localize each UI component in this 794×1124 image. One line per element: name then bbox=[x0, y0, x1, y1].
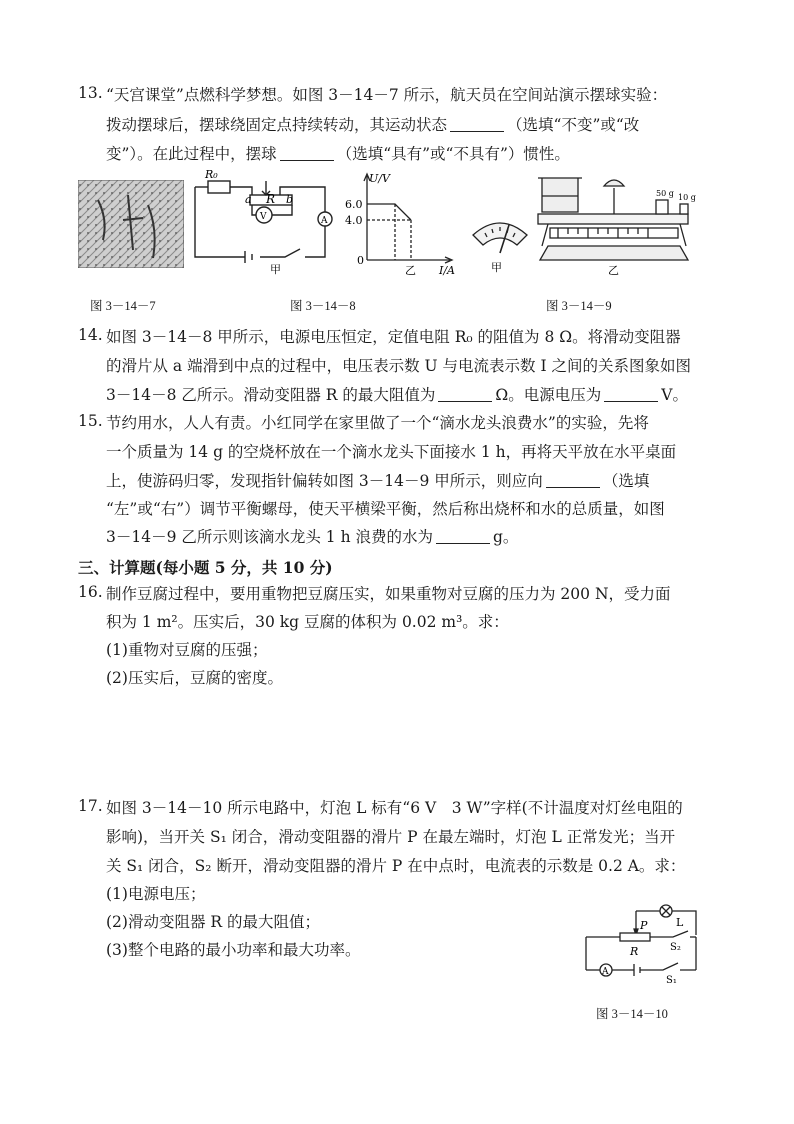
x-axis-label: I/A bbox=[439, 264, 455, 276]
q17-line2: 影响)，当开关 S₁ 闭合，滑动变阻器的滑片 P 在最左端时，灯泡 L 正常发光；当开 bbox=[106, 828, 676, 846]
voltmeter-symbol: V bbox=[260, 212, 267, 222]
label-r: R bbox=[630, 945, 639, 958]
figure-3-14-9-balance bbox=[528, 168, 703, 278]
q13-text: 变”）。在此过程中，摆球 bbox=[106, 145, 277, 163]
answer-blank[interactable] bbox=[546, 472, 600, 488]
figure-caption: 图 3－14－7 bbox=[90, 299, 156, 313]
q13-line2 bbox=[106, 114, 639, 136]
y-tick-4: 4.0 bbox=[345, 214, 363, 227]
q15-line2: 一个质量为 14 g 的空烧杯放在一个滴水龙头下面接水 1 h，再将天平放在水平桌面 bbox=[106, 443, 677, 461]
q14-text: Ω。电源电压为 bbox=[495, 386, 602, 404]
answer-blank[interactable] bbox=[450, 116, 504, 132]
figure-3-14-8-circuit bbox=[190, 165, 340, 275]
figure-caption: 图 3－14－8 bbox=[290, 299, 356, 313]
q15-line4: “左”或“右”）调节平衡螺母，使天平横梁平衡，然后称出烧杯和水的总质量，如图 bbox=[106, 500, 665, 518]
figure-3-14-9-pointer-scale bbox=[465, 205, 535, 277]
q13-number: 13. bbox=[78, 84, 103, 102]
label-r: R bbox=[266, 192, 276, 206]
figure-caption: 图 3－14－10 bbox=[596, 1007, 668, 1021]
q15-text: 3－14－9 乙所示则该滴水龙头 1 h 浪费的水为 bbox=[106, 528, 433, 546]
q14-line1: 如图 3－14－8 甲所示，电源电压恒定，定值电阻 R₀ 的阻值为 8 Ω。将滑动变阻器 bbox=[106, 328, 681, 346]
q14-text: 3－14－8 乙所示。滑动变阻器 R 的最大阻值为 bbox=[106, 386, 436, 404]
weight-10g-label: 10 g bbox=[678, 193, 696, 202]
q15-line1: 节约用水，人人有责。小红同学在家里做了一个“滴水龙头浪费水”的实验，先将 bbox=[106, 414, 649, 432]
q15-line3 bbox=[106, 470, 649, 492]
q17-line1: 如图 3－14－10 所示电路中，灯泡 L 标有“6 V 3 W”字样(不计温度对灯丝电阻的 bbox=[106, 799, 683, 817]
q14-text: V。 bbox=[661, 386, 688, 404]
answer-blank[interactable] bbox=[438, 386, 492, 402]
y-axis-label: U/V bbox=[369, 172, 390, 185]
origin-label: 0 bbox=[357, 254, 364, 267]
q13-text: （选填“不变”或“改 bbox=[507, 116, 640, 134]
answer-blank[interactable] bbox=[436, 528, 490, 544]
answer-blank[interactable] bbox=[280, 145, 334, 161]
q15-number: 15. bbox=[78, 412, 103, 430]
q15-text: （选填 bbox=[602, 472, 650, 490]
figure-3-14-7-photo bbox=[78, 180, 184, 268]
q16-sub1: (1)重物对豆腐的压强； bbox=[106, 641, 268, 659]
q16-line1: 制作豆腐过程中，要用重物把豆腐压实，如果重物对豆腐的压力为 200 N，受力面 bbox=[106, 585, 671, 603]
q14-line3 bbox=[106, 384, 688, 406]
q14-line2: 的滑片从 a 端滑到中点的过程中，电压表示数 U 与电流表示数 I 之间的关系图象如图 bbox=[106, 357, 691, 375]
answer-blank[interactable] bbox=[604, 386, 658, 402]
q15-text: g。 bbox=[493, 528, 519, 546]
ammeter-symbol: A bbox=[321, 216, 328, 226]
label-r0: R₀ bbox=[205, 168, 218, 181]
q13-line1: “天宫课堂”点燃科学梦想。如图 3－14－7 所示，航天员在空间站演示摆球实验： bbox=[106, 86, 668, 104]
q17-sub1: (1)电源电压； bbox=[106, 885, 206, 903]
q16-line2: 积为 1 m²。压实后，30 kg 豆腐的体积为 0.02 m³。求： bbox=[106, 613, 509, 631]
label-yi: 乙 bbox=[405, 264, 416, 276]
q13-text: （选填“具有”或“不具有”）惯性。 bbox=[336, 145, 570, 163]
weight-50g-label: 50 g bbox=[656, 189, 674, 198]
label-b: b bbox=[286, 193, 294, 206]
q17-sub2: (2)滑动变阻器 R 的最大阻值； bbox=[106, 913, 320, 931]
q15-line5 bbox=[106, 526, 518, 548]
q17-number: 17. bbox=[78, 797, 103, 815]
section-heading: 三、计算题(每小题 5 分，共 10 分) bbox=[78, 558, 333, 577]
label-jia: 甲 bbox=[491, 261, 502, 274]
label-a: a bbox=[245, 193, 252, 206]
y-tick-6: 6.0 bbox=[345, 198, 363, 211]
figure-3-14-8-graph bbox=[345, 168, 463, 276]
label-jia: 甲 bbox=[270, 263, 281, 275]
q16-number: 16. bbox=[78, 583, 103, 601]
label-l: L bbox=[676, 916, 684, 929]
q15-text: 上，使游码归零，发现指针偏转如图 3－14－9 甲所示，则应向 bbox=[106, 472, 543, 490]
figure-3-14-10-circuit bbox=[578, 895, 708, 985]
q17-sub3: (3)整个电路的最小功率和最大功率。 bbox=[106, 941, 361, 959]
label-s2: S₂ bbox=[670, 942, 681, 953]
q17-line3: 关 S₁ 闭合，S₂ 断开，滑动变阻器的滑片 P 在中点时，电流表的示数是 0.2 A。求： bbox=[106, 857, 686, 875]
q14-number: 14. bbox=[78, 326, 103, 344]
figure-caption: 图 3－14－9 bbox=[546, 299, 612, 313]
label-p: P bbox=[640, 919, 648, 932]
label-yi: 乙 bbox=[608, 264, 619, 277]
q16-sub2: (2)压实后，豆腐的密度。 bbox=[106, 669, 283, 687]
ammeter-symbol: A bbox=[602, 967, 609, 977]
label-s1: S₁ bbox=[666, 975, 677, 985]
q13-text: 拨动摆球后，摆球绕固定点持续转动，其运动状态 bbox=[106, 116, 448, 134]
q13-line3 bbox=[106, 143, 570, 165]
